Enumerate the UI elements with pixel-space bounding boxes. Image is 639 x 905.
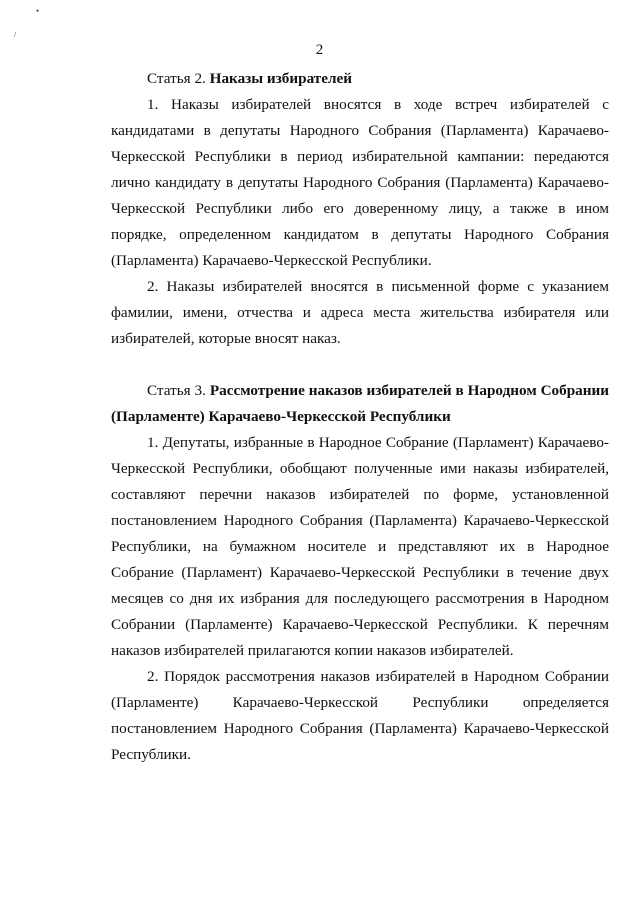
article-3-paragraph-2: 2. Порядок рассмотрения наказов избирателей в Народном Собрании (Парламенте) Карачаево-Черкесской Республики определяется постановлением Народного Собрания (Парламента) Карачаево-Черкесской Республики.: [111, 668, 609, 763]
article-2-heading: [111, 66, 609, 92]
article-2-title: Наказы избирателей: [209, 70, 352, 87]
section-spacer: [111, 352, 609, 378]
article-3-title: Рассмотрение наказов избирателей в Народном Собрании (Парламенте) Карачаево-Черкесской Республики: [111, 382, 610, 425]
article-3-heading: [111, 378, 609, 430]
article-3-label: Статья 3.: [147, 382, 206, 399]
article-3: [111, 378, 609, 768]
article-2-paragraph-1: 1. Наказы избирателей вносятся в ходе встреч избирателей с кандидатами в депутаты Народного Собрания (Парламента) Карачаево-Черкесской Республики в период избирательной кампании: передаются лично кандидату в депутаты Народного Собрания (Парламента) Карачаево-Черкесской Республики либо его доверенному лицу, а также в ином порядке, определенном кандидатом в депутаты Народного Собрания (Парламента) Карачаево-Черкесской Республики.: [111, 96, 609, 269]
article-3-paragraph-1: 1. Депутаты, избранные в Народное Собрание (Парламент) Карачаево-Черкесской Республики, обобщают полученные ими наказы избирателей, составляют перечни наказов избирателей по форме, установленной постановлением Народного Собрания (Парламента) Карачаево-Черкесской Республики, на бумажном носителе и представляют их в Народное Собрание (Парламент) Карачаево-Черкесской Республики в течение двух месяцев со дня их избрания для последующего рассмотрения в Народном Собрании (Парламенте) Карачаево-Черкесской Республики. К перечням наказов избирателей прилагаются копии наказов избирателей.: [111, 434, 609, 659]
document-body: [111, 66, 609, 768]
article-2-label: Статья 2.: [147, 70, 206, 87]
article-2-paragraph-2: 2. Наказы избирателей вносятся в письменной форме с указанием фамилии, имени, отчества и адреса места жительства избирателя или избирателей, которые вносят наказ.: [111, 278, 609, 347]
scan-slash-mark: /: [14, 30, 17, 39]
page-number: 2: [315, 42, 324, 58]
article-2: [111, 66, 609, 352]
scan-dot-mark: •: [36, 6, 40, 16]
